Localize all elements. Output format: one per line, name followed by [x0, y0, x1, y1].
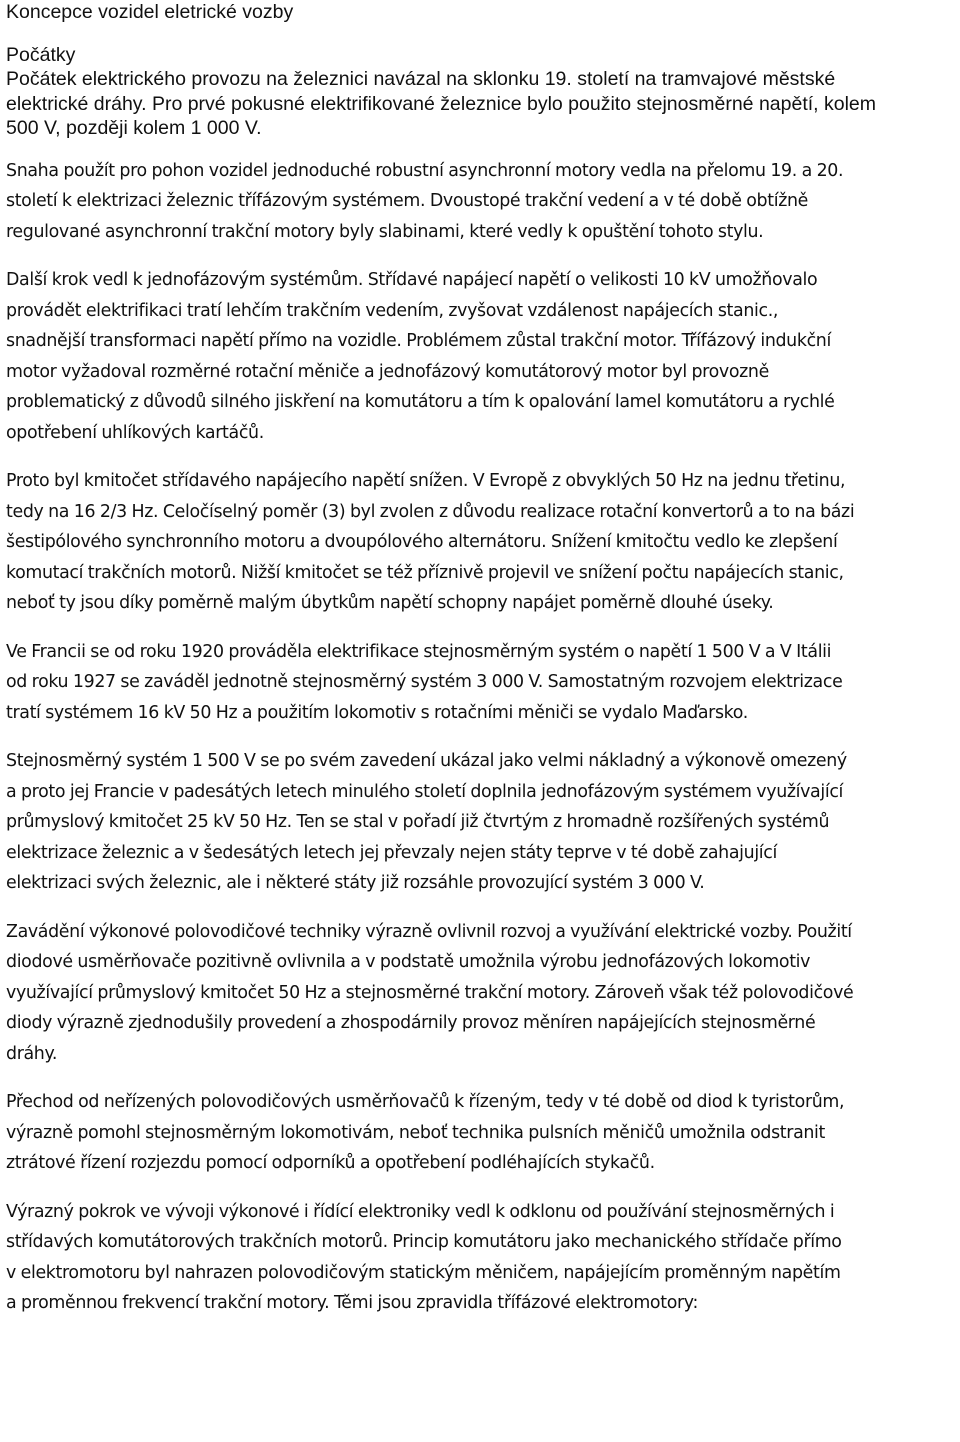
paragraph-single-phase — [6, 265, 954, 448]
paragraph-line: provádět elektrifikaci tratí lehčím trakčním vedením, zvyšovat vzdálenost napájecích stanic., — [6, 300, 779, 321]
paragraph-line: elektrické dráhy. Pro prvé pokusné elektrifikované železnice bylo použito stejnosměrné napětí, kolem — [6, 92, 877, 115]
paragraph-line: ztrátové řízení rozjezdu pomocí odporníků a opotřebení podléhajících stykačů. — [6, 1153, 655, 1173]
paragraph-line: 500 V, později kolem 1 000 V. — [6, 117, 262, 139]
paragraph-semiconductors — [6, 917, 954, 1070]
paragraph-line: Proto byl kmitočet střídavého napájecího napětí snížen. V Evropě z obvyklých 50 Hz na jednu třetinu, — [6, 471, 846, 491]
paragraph-line: diody výrazně zjednodušily provedení a zhospodárnily provoz měníren napájejících stejnosměrné — [6, 1013, 816, 1033]
paragraph-line: diodové usměrňovače pozitivně ovlivnila a v podstatě umožnila výrobu jednofázových lokomotiv — [6, 952, 811, 972]
paragraph-line: problematický z důvodů silného jiskření na komutátoru a tím k opalování lamel komutátoru a rychlé — [6, 392, 835, 412]
paragraph-line: tedy na 16 2/3 Hz. Celočíselný poměr (3) byl zvolen z důvodu realizace rotační konvertorů a to na bázi — [6, 501, 855, 522]
paragraph-line: století k elektrizaci železnic třífázovým systémem. Dvoustopé trakční vedení a v té době obtížně — [6, 191, 808, 211]
paragraph-line: Další krok vedl k jednofázovým systémům. Střídavé napájecí napětí o velikosti 10 kV umožňovalo — [6, 270, 818, 290]
paragraph-thyristors — [6, 1087, 954, 1179]
paragraph-line: Přechod od neřízených polovodičových usměrňovačů k řízeným, tedy v té době od diod k tyristorům, — [6, 1092, 845, 1112]
paragraph-line: v elektromotoru byl nahrazen polovodičovým statickým měničem, napájejícím proměnným napětím — [6, 1262, 841, 1283]
paragraph-france-italy — [6, 637, 954, 729]
intro-paragraph — [6, 67, 954, 141]
paragraph-line: elektrizaci svých železnic, ale i některé státy již rozsáhle provozující systém 3 000 V. — [6, 873, 705, 893]
section-heading: Počátky — [6, 44, 76, 66]
paragraph-electronics — [6, 1197, 954, 1319]
paragraph-line: střídavých komutátorových trakčních motorů. Princip komutátoru jako mechanického střídače přímo — [6, 1232, 842, 1252]
paragraph-line: a proto jej Francie v padesátých letech minulého století doplnila jednofázovým systémem využívající — [6, 781, 844, 802]
paragraph-line: Stejnosměrný systém 1 500 V se po svém zavedení ukázal jako velmi nákladný a výkonově omezený — [6, 751, 847, 771]
paragraph-line: motor vyžadoval rozměrné rotační měniče a jednofázový komutátorový motor byl provozně — [6, 361, 769, 382]
paragraph-line: Ve Francii se od roku 1920 prováděla elektrifikace stejnosměrným systém o napětí 1 500 V a V Itálii — [6, 641, 832, 662]
paragraph-line: od roku 1927 se zaváděl jednotně stejnosměrný systém 3 000 V. Samostatným rozvojem elektrizace — [6, 672, 843, 692]
paragraph-line: snadnější transformaci napětí přímo na vozidle. Problémem zůstal trakční motor. Třífázový indukční — [6, 331, 831, 351]
paragraph-line: opotřebení uhlíkových kartáčů. — [6, 422, 264, 443]
paragraph-line: tratí systémem 16 kV 50 Hz a použitím lokomotiv s rotačními měniči se vydalo Maďarsko. — [6, 702, 748, 723]
paragraph-line: Počátek elektrického provozu na železnici navázal na sklonku 19. století na tramvajové městské — [6, 68, 836, 90]
paragraph-line: dráhy. — [6, 1043, 58, 1064]
paragraph-line: výrazně pomohl stejnosměrným lokomotivám, neboť technika pulsních měničů umožnila odstranit — [6, 1122, 826, 1143]
paragraph-three-phase — [6, 156, 954, 248]
document-page — [6, 0, 954, 1319]
document-title: Koncepce vozidel eletrické vozby — [6, 1, 294, 23]
paragraph-line: Výrazný pokrok ve vývoji výkonové i řídící elektroniky vedl k odklonu od používání stejnosměrných i — [6, 1201, 835, 1222]
paragraph-frequency — [6, 466, 954, 619]
paragraph-line: využívající průmyslový kmitočet 50 Hz a stejnosměrné trakční motory. Zároveň však též polovodičové — [6, 982, 854, 1003]
paragraph-line: Zavádění výkonové polovodičové techniky výrazně ovlivnil rozvoj a využívání elektrické vozby. Použití — [6, 921, 852, 942]
paragraph-line: komutací trakčních motorů. Nižší kmitočet se též příznivě projevil ve snížení počtu napájecích stanic, — [6, 562, 844, 583]
paragraph-line: a proměnnou frekvencí trakční motory. Těmi jsou zpravidla třífázové elektromotory: — [6, 1293, 698, 1313]
paragraph-line: šestipólového synchronního motoru a dvoupólového alternátoru. Snížení kmitočtu vedlo ke zlepšení — [6, 532, 838, 552]
paragraph-line: elektrizace železnic a v šedesátých letech jej převzaly nejen státy teprve v té době zahajující — [6, 842, 777, 863]
paragraph-line: neboť ty jsou díky poměrně malým úbytkům napětí schopny napájet poměrně dlouhé úseky. — [6, 593, 774, 613]
paragraph-line: Snaha použít pro pohon vozidel jednoduché robustní asynchronní motory vedla na přelomu 19. a 20. — [6, 160, 844, 181]
paragraph-line: regulované asynchronní trakční motory byly slabinami, které vedly k opuštění tohoto stylu. — [6, 221, 764, 242]
paragraph-line: průmyslový kmitočet 25 kV 50 Hz. Ten se stal v pořadí již čtvrtým z hromadně rozšířených systémů — [6, 812, 830, 832]
paragraph-dc-system — [6, 746, 954, 899]
